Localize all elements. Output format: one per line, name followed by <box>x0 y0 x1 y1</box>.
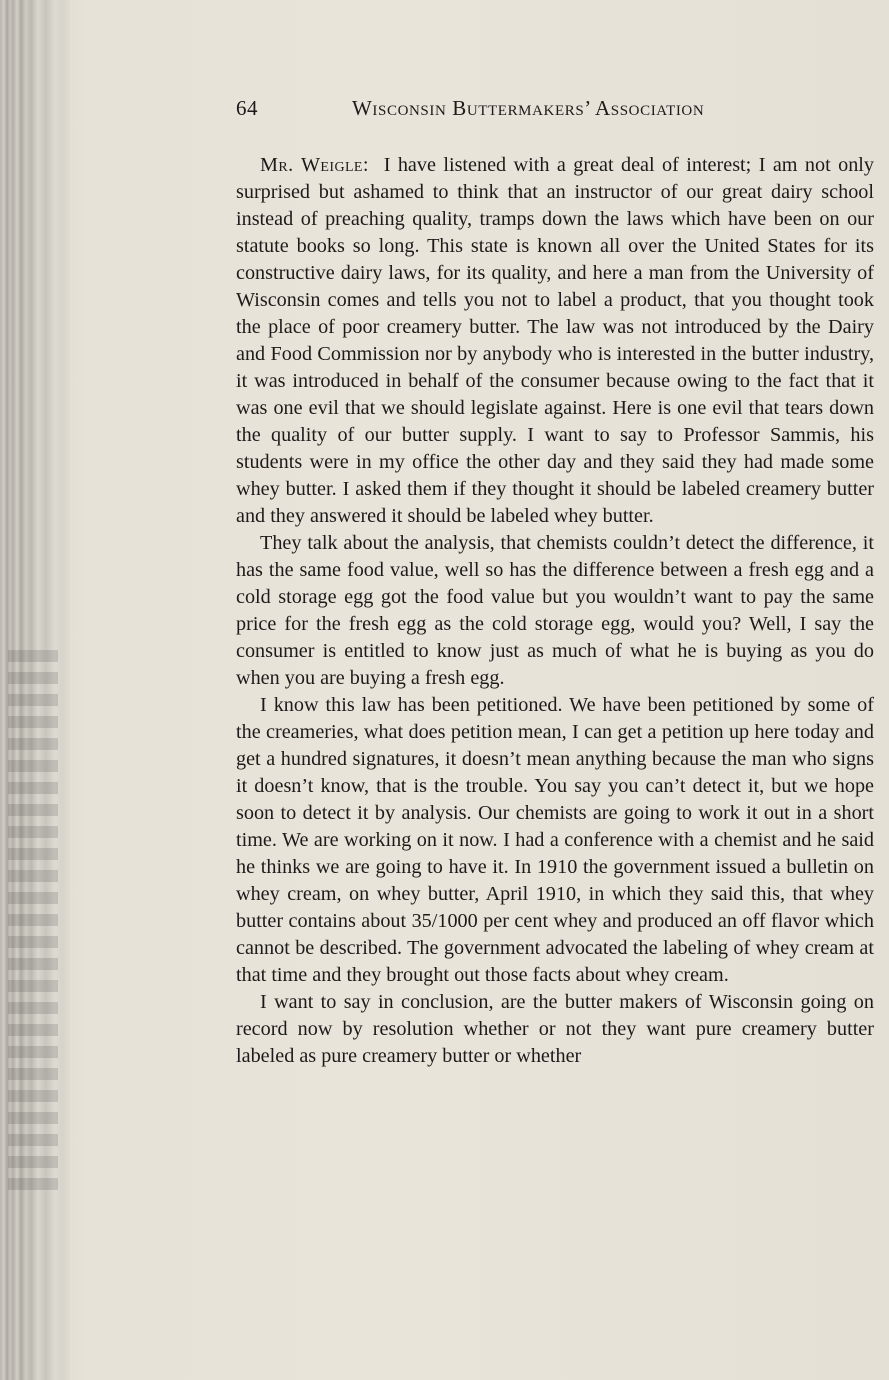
paragraph-3: I know this law has been petitioned. We have been petitioned by some of the creameries, what does petition mean, I can get a petition up here today and get a hundred signatures, it doesn’t mean anything because the man who signs it doesn’t know, that is the trouble. You say you can’t detect it, but we hope soon to detect it by analysis. Our chemists are going to work it out in a short time. We are working on it now. I had a conference with a chemist and he said he thinks we are going to have it. In 1910 the government issued a bulletin on whey cream, on whey butter, April 1910, in which they said this, that whey butter contains about 35/1000 per cent whey and produced an off flavor which cannot be described. The government advocated the labeling of whey cream at that time and they brought out those facts about whey cream. <box>236 694 874 986</box>
page-number: 64 <box>236 96 258 120</box>
paragraph-2: They talk about the analysis, that chemists couldn’t detect the difference, it has the same food value, well so has the difference between a fresh egg and a cold storage egg got the food value but you wouldn’t want to pay the same price for the fresh egg as the cold storage egg, would you? Well, I say the consumer is entitled to know just as much of what he is buying as you do when you are buying a fresh egg. <box>236 532 874 689</box>
book-binding-edge <box>0 0 70 1380</box>
binding-shadow <box>8 640 58 1200</box>
page-header <box>236 96 796 126</box>
running-head: Wisconsin Buttermakers’ Association <box>352 96 705 120</box>
paragraph-4: I want to say in conclusion, are the butter makers of Wisconsin going on record now by resolution whether or not they want pure creamery butter labeled as pure creamery butter or whether <box>236 991 874 1067</box>
speaker-name: Mr. Weigle: <box>260 154 369 176</box>
paragraph-1-text: I have listened with a great deal of interest; I am not only surprised but ashamed to think that an instructor of our great dairy school instead of preaching quality, tramps down the laws which have been on our statute books so long. This state is known all over the United States for its constructive dairy laws, for its quality, and here a man from the University of Wisconsin comes and tells you not to label a product, that you thought took the place of poor creamery butter. The law was not introduced by the Dairy and Food Commission nor by anybody who is interested in the butter industry, it was introduced in behalf of the consumer because owing to the fact that it was one evil that we should legislate against. Here is one evil that tears down the quality of our butter supply. I want to say to Professor Sammis, his students were in my office the other day and they said they had made some whey butter. I asked them if they thought it should be labeled creamery butter and they answered it should be labeled whey butter. <box>236 154 874 527</box>
body-text <box>236 152 874 1070</box>
paragraph-1 <box>236 152 874 530</box>
